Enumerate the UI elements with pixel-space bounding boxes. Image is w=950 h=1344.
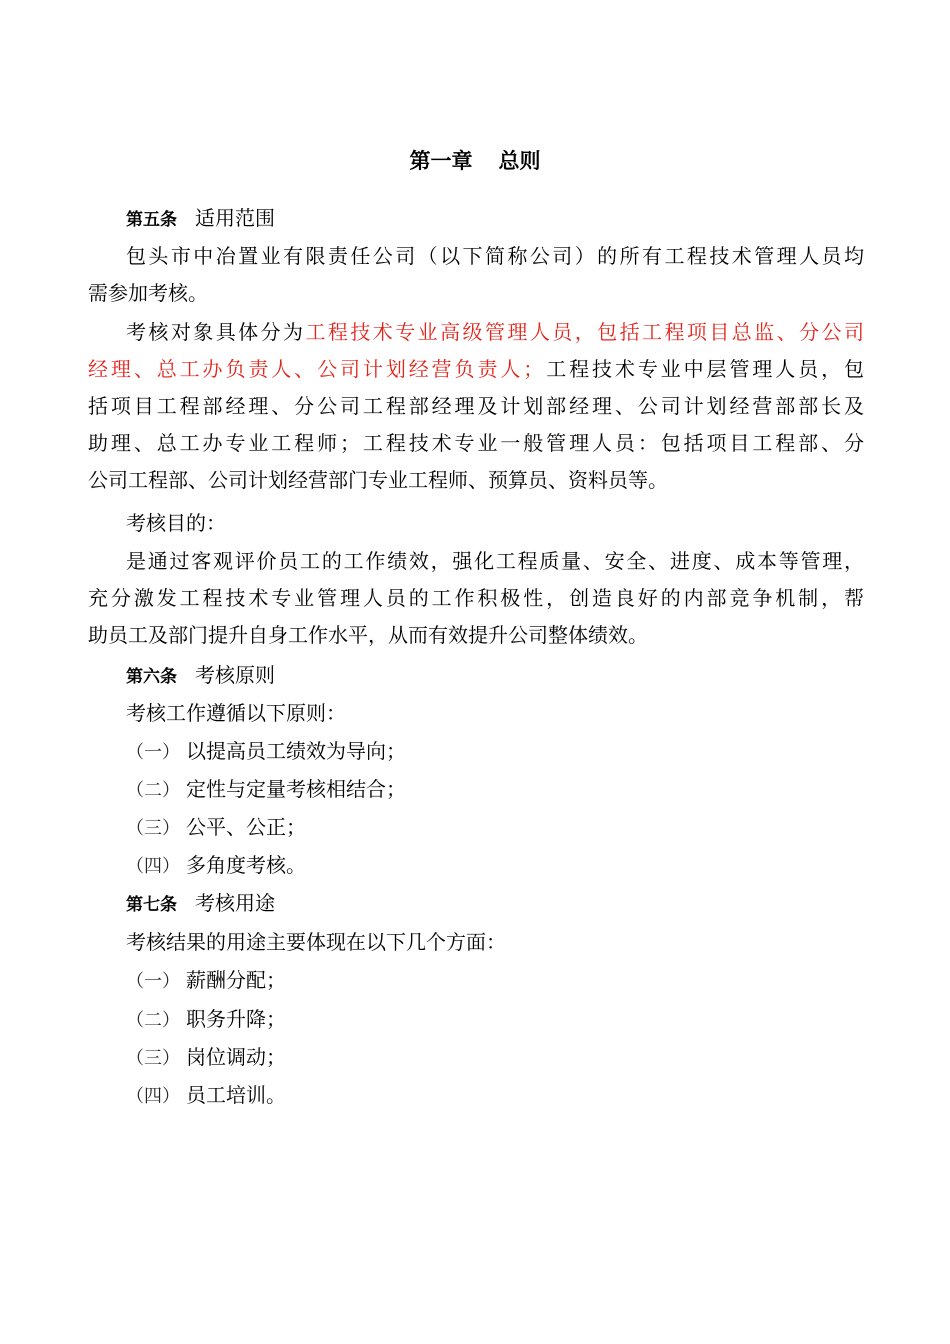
list-item-text: 定性与定量考核相结合； (186, 777, 406, 801)
purpose-heading: 考核目的： (126, 511, 226, 535)
list-item (126, 733, 406, 771)
article-5-targets-paragraph (88, 314, 864, 499)
paragraph-line (88, 314, 864, 351)
highlighted-text: 经理、总工办负责人、公司计划经营负责人； (88, 357, 544, 381)
list-item (126, 1001, 286, 1039)
article-6-intro: 考核工作遵循以下原则： (126, 701, 346, 725)
list-item-number: （一） (126, 742, 180, 763)
list-item-text: 员工培训。 (186, 1083, 286, 1107)
article-6-name: 考核原则 (195, 663, 275, 687)
list-item-number: （三） (126, 1048, 180, 1069)
list-item-number: （一） (126, 971, 180, 992)
paragraph-line (88, 351, 864, 388)
article-7-label: 第七条 (126, 895, 177, 915)
plain-text: 工程技术专业中层管理人员，包 (543, 357, 865, 381)
article-5-name: 适用范围 (195, 206, 275, 230)
list-item-text: 多角度考核。 (186, 853, 306, 877)
article-6-label: 第六条 (126, 667, 177, 687)
article-7-heading (126, 885, 275, 924)
highlighted-text: 工程技术专业高级管理人员，包括工程项目总监、分公司 (305, 320, 864, 344)
list-item (126, 1077, 286, 1115)
article-7-intro: 考核结果的用途主要体现在以下几个方面： (126, 930, 506, 954)
paragraph-line: 助理、总工办专业工程师；工程技术专业一般管理人员：包括项目工程部、分 (88, 431, 864, 455)
list-item-number: （四） (126, 856, 180, 877)
paragraph-line: 需参加考核。 (88, 281, 208, 305)
article-5-heading (126, 200, 275, 239)
chapter-number: 第一章 (409, 148, 473, 173)
paragraph-line: 包头市中冶置业有限责任公司（以下简称公司）的所有工程技术管理人员均 (126, 244, 864, 268)
list-item-text: 岗位调动； (186, 1045, 286, 1069)
chapter-name: 总则 (498, 148, 541, 173)
chapter-title (0, 142, 950, 179)
list-item-text: 以提高员工绩效为导向； (186, 739, 406, 763)
list-item-text: 公平、公正； (186, 815, 306, 839)
article-5-label: 第五条 (126, 210, 177, 230)
article-7-name: 考核用途 (195, 891, 275, 915)
paragraph-line: 充分激发工程技术专业管理人员的工作积极性，创造良好的内部竞争机制，帮 (88, 586, 864, 610)
list-item (126, 847, 306, 885)
list-item-text: 职务升降； (186, 1007, 286, 1031)
list-item (126, 771, 406, 809)
list-item-number: （四） (126, 1086, 180, 1107)
paragraph-line: 是通过客观评价员工的工作绩效，强化工程质量、安全、进度、成本等管理， (126, 549, 864, 573)
list-item (126, 962, 286, 1000)
list-item (126, 809, 306, 847)
paragraph-line: 公司工程部、公司计划经营部门专业工程师、预算员、资料员等。 (88, 468, 668, 492)
article-6-heading (126, 657, 275, 696)
paragraph-line: 括项目工程部经理、分公司工程部经理及计划部经理、公司计划经营部部长及 (88, 394, 864, 418)
list-item-text: 薪酬分配； (186, 968, 286, 992)
article-5-purpose-paragraph (88, 543, 864, 654)
list-item-number: （三） (126, 818, 180, 839)
article-5-scope-paragraph (88, 238, 864, 312)
list-item (126, 1039, 286, 1077)
list-item-number: （二） (126, 1010, 180, 1031)
list-item-number: （二） (126, 780, 180, 801)
plain-text: 考核对象具体分为 (126, 320, 306, 344)
paragraph-line: 助员工及部门提升自身工作水平，从而有效提升公司整体绩效。 (88, 623, 648, 647)
